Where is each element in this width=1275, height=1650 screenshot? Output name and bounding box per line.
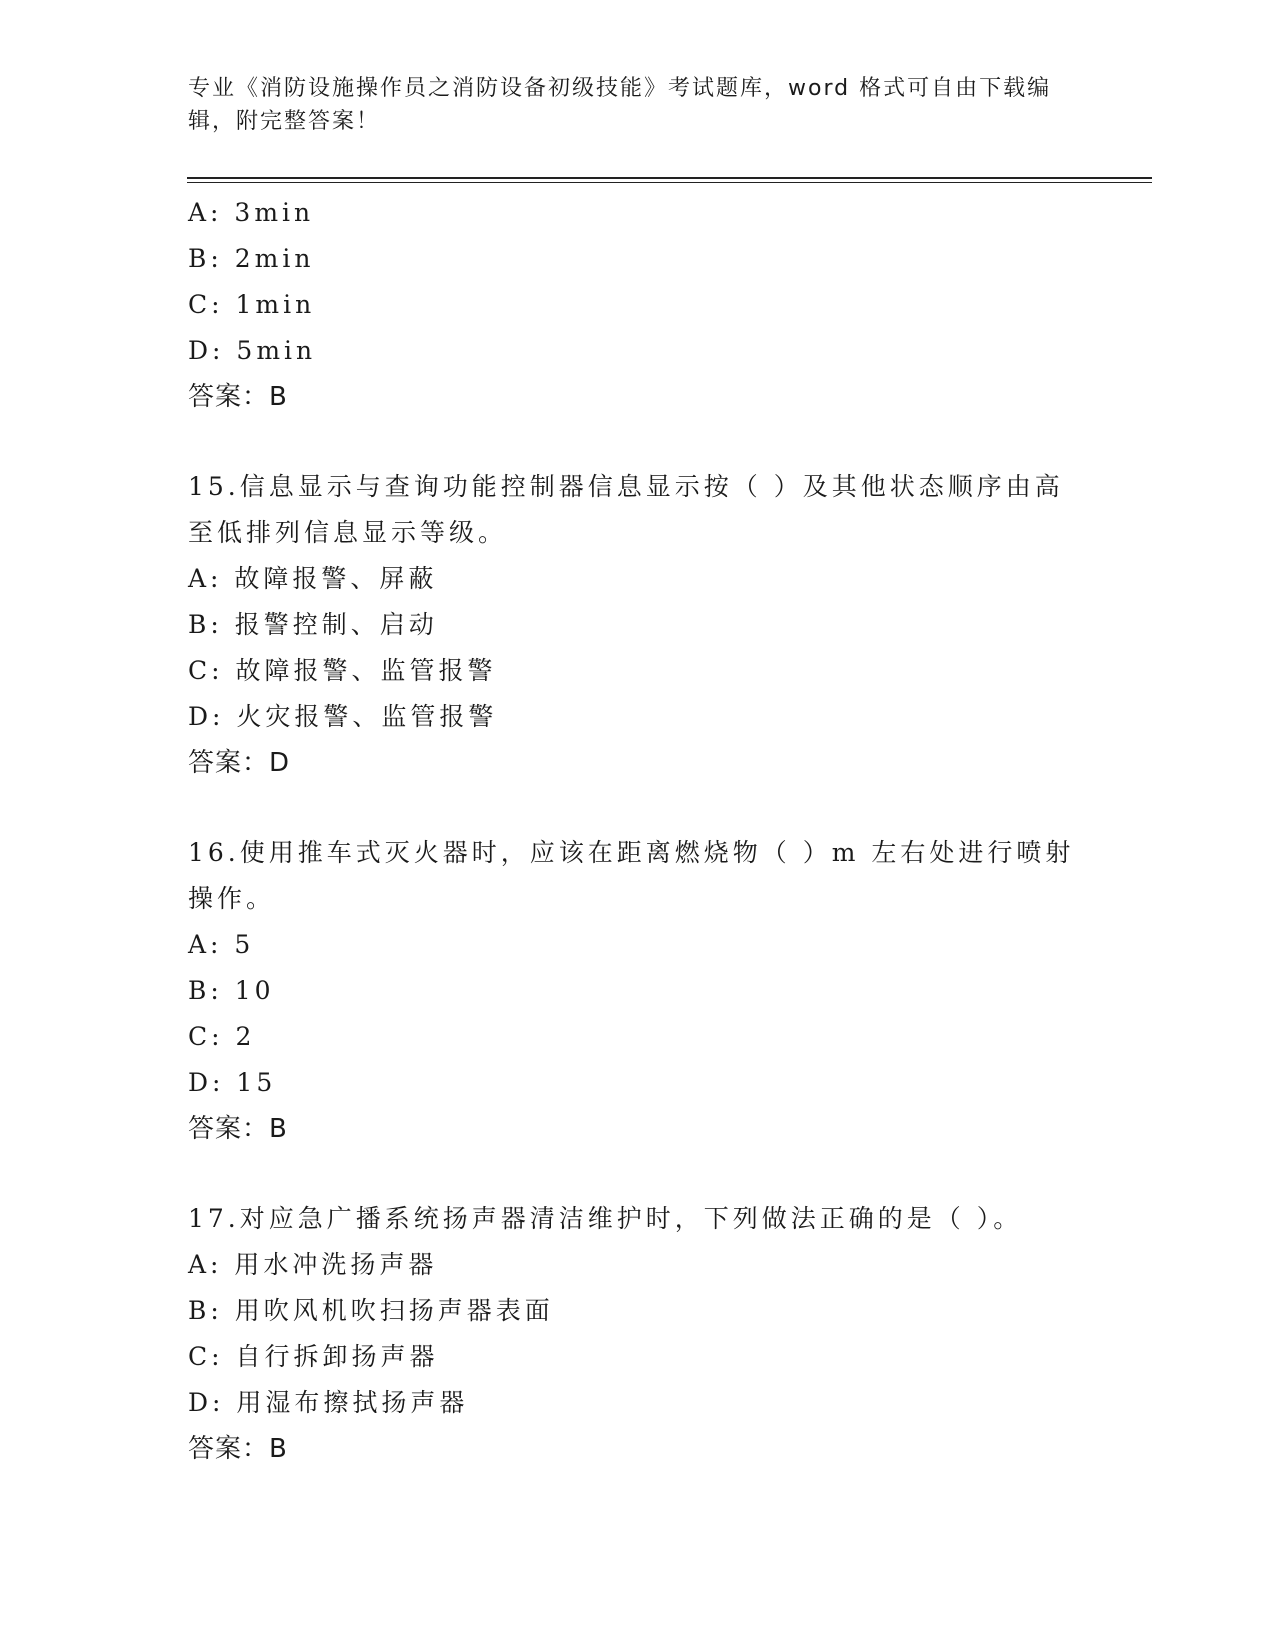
option-c: C: 自行拆卸扬声器: [188, 1342, 439, 1371]
question-stem: 15.信息显示与查询功能控制器信息显示按（ ）及其他状态顺序由高至低排列信息显示等级。: [188, 472, 1064, 547]
question-item: [188, 464, 1088, 786]
question-stem: 16.使用推车式灭火器时，应该在距离燃烧物（ ）m 左右处进行喷射操作。: [188, 838, 1075, 913]
option-b: B: 2min: [188, 244, 315, 273]
answer-line: 答案：B: [188, 1434, 288, 1464]
option-a: A: 故障报警、屏蔽: [188, 564, 438, 593]
option-a: A: 用水冲洗扬声器: [188, 1250, 438, 1279]
option-d: D: 15: [188, 1068, 277, 1097]
question-item: [188, 1196, 1088, 1472]
question-item: [188, 830, 1088, 1152]
answer-line: 答案：D: [188, 748, 291, 778]
option-a: A: 5: [188, 930, 255, 959]
option-b: B: 用吹风机吹扫扬声器表面: [188, 1296, 554, 1325]
option-b: B: 报警控制、启动: [188, 610, 438, 639]
option-d: D: 5min: [188, 336, 317, 365]
option-a: A: 3min: [188, 198, 315, 227]
option-c: C: 1min: [188, 290, 316, 319]
question-item: [188, 190, 1088, 420]
option-d: D: 火灾报警、监管报警: [188, 702, 498, 731]
option-c: C: 故障报警、监管报警: [188, 656, 497, 685]
option-d: D: 用湿布擦拭扬声器: [188, 1388, 469, 1417]
question-stem: 17.对应急广播系统扬声器清洁维护时，下列做法正确的是（ ）。: [188, 1204, 1023, 1233]
option-b: B: 10: [188, 976, 275, 1005]
header-divider-thin: [187, 182, 1152, 183]
answer-line: 答案：B: [188, 1114, 288, 1144]
option-c: C: 2: [188, 1022, 256, 1051]
document-header: 专业《消防设施操作员之消防设备初级技能》考试题库，word 格式可自由下载编辑，附完整答案！: [188, 76, 1052, 134]
header-divider: [187, 177, 1152, 179]
question-list: [188, 190, 1088, 1516]
answer-line: 答案：B: [188, 382, 288, 412]
